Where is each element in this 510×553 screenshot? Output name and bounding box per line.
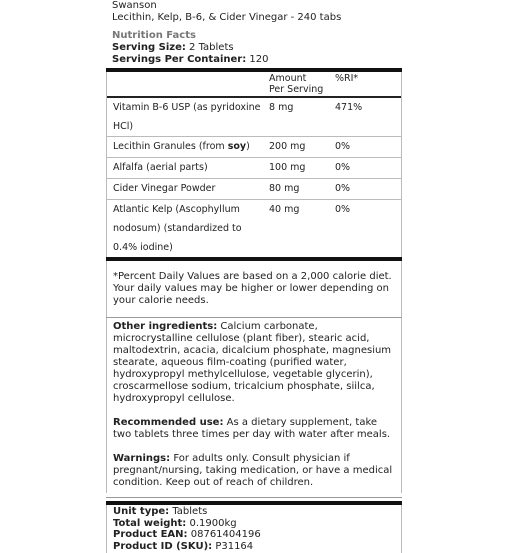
nutrient-ri: 471% bbox=[335, 102, 363, 113]
nutrient-name-line: 0.4% iodine) bbox=[113, 242, 173, 253]
unit-type-value: Tablets bbox=[169, 506, 208, 517]
product-name: Lecithin, Kelp, B-6, & Cider Vinegar - 240 tabs bbox=[112, 12, 342, 23]
unit-type bbox=[113, 506, 395, 518]
nutrition-facts-title: Nutrition Facts bbox=[112, 30, 196, 41]
nutrient-name-line: nodosum) (standardized to bbox=[113, 223, 242, 234]
other-ingredients-text: Calcium carbonate, microcrystalline cellulose (plant fiber), stearic acid, maltodextrin, acacia, dicalcium phosphate, magnesium stearate, aqueous film-coating (purified water, hydroxypropyl methylcellulose, vegetable glycerin), croscarmellose sodium, tricalcium phosphate, siilca, hydroxypropyl cellulose. bbox=[113, 321, 392, 404]
nutrient-name: Cider Vinegar Powder bbox=[113, 183, 216, 194]
product-ean-label: Product EAN: bbox=[113, 529, 188, 540]
nutrient-name-line: HCl) bbox=[113, 121, 134, 132]
nutrient-name-part: Lecithin Granules (from bbox=[113, 141, 228, 152]
allergen-highlight: soy bbox=[227, 141, 247, 152]
product-sku-value: P31164 bbox=[212, 540, 254, 552]
amount-per-serving-header bbox=[269, 73, 323, 95]
nutrient-amount: 200 mg bbox=[269, 141, 306, 152]
nutrient-name bbox=[113, 98, 263, 136]
product-ean-value: 08761404196 bbox=[187, 529, 261, 540]
product-sku bbox=[113, 541, 395, 553]
warnings bbox=[107, 453, 401, 489]
product-sku-label: Product ID (SKU): bbox=[113, 540, 213, 552]
recommended-use-label: Recommended use: bbox=[113, 417, 224, 428]
amount-header-line1: Amount bbox=[269, 73, 307, 84]
serving-size-label: Serving Size: bbox=[112, 42, 186, 53]
nutrient-amount: 80 mg bbox=[269, 183, 300, 194]
unit-type-label: Unit type: bbox=[113, 506, 170, 517]
nutrition-table bbox=[106, 72, 402, 257]
recommended-use bbox=[107, 417, 401, 441]
product-details bbox=[106, 505, 402, 553]
total-weight bbox=[113, 518, 395, 530]
nutrient-ri: 0% bbox=[335, 183, 351, 194]
nutrient-name bbox=[113, 200, 263, 257]
label-text-sections bbox=[106, 318, 402, 493]
serving-size bbox=[112, 42, 402, 54]
total-weight-label: Total weight: bbox=[113, 517, 187, 529]
label-header bbox=[106, 0, 402, 66]
total-weight-value: 0.1900kg bbox=[186, 517, 237, 529]
brand-name: Swanson bbox=[112, 0, 157, 11]
nutrient-ri: 0% bbox=[335, 162, 351, 173]
divider-thin bbox=[106, 497, 402, 498]
table-column-headers bbox=[107, 72, 401, 96]
ri-header: %RI* bbox=[335, 73, 359, 84]
warnings-text: For adults only. Consult physician if pregnant/nursing, taking medication, or have a medical condition. Keep out of reach of children. bbox=[113, 453, 393, 488]
recommended-use-text: As a dietary supplement, take two tablets three times per day with water after meals. bbox=[113, 417, 391, 440]
nutrient-name: Alfalfa (aerial parts) bbox=[113, 162, 208, 173]
table-row bbox=[107, 157, 401, 178]
other-ingredients-label: Other ingredients: bbox=[113, 321, 218, 332]
nutrient-name bbox=[113, 137, 263, 156]
amount-header-line2: Per Serving bbox=[269, 84, 324, 95]
nutrient-amount: 40 mg bbox=[269, 204, 300, 215]
table-row bbox=[107, 136, 401, 157]
warnings-label: Warnings: bbox=[113, 453, 171, 464]
nutrient-amount: 8 mg bbox=[269, 102, 294, 113]
nutrient-amount: 100 mg bbox=[269, 162, 306, 173]
nutrient-name-line: Vitamin B-6 USP (as pyridoxine bbox=[113, 102, 261, 113]
nutrient-name-part: ) bbox=[246, 141, 250, 152]
nutrient-ri: 0% bbox=[335, 141, 351, 152]
daily-value-footnote: *Percent Daily Values are based on a 2,000 calorie diet. Your daily values may be higher or lower depending on your calorie needs. bbox=[106, 261, 402, 317]
servings-per-container bbox=[112, 54, 402, 66]
nutrient-ri: 0% bbox=[335, 204, 351, 215]
table-row bbox=[107, 96, 401, 136]
servings-label: Servings Per Container: bbox=[112, 54, 247, 65]
nutrient-name-line: Atlantic Kelp (Ascophyllum bbox=[113, 204, 240, 215]
other-ingredients bbox=[107, 321, 401, 405]
table-row bbox=[107, 199, 401, 257]
serving-size-value: 2 Tablets bbox=[189, 42, 234, 53]
product-label bbox=[106, 0, 402, 553]
table-row bbox=[107, 178, 401, 199]
servings-value: 120 bbox=[249, 54, 269, 65]
product-ean bbox=[113, 529, 395, 541]
